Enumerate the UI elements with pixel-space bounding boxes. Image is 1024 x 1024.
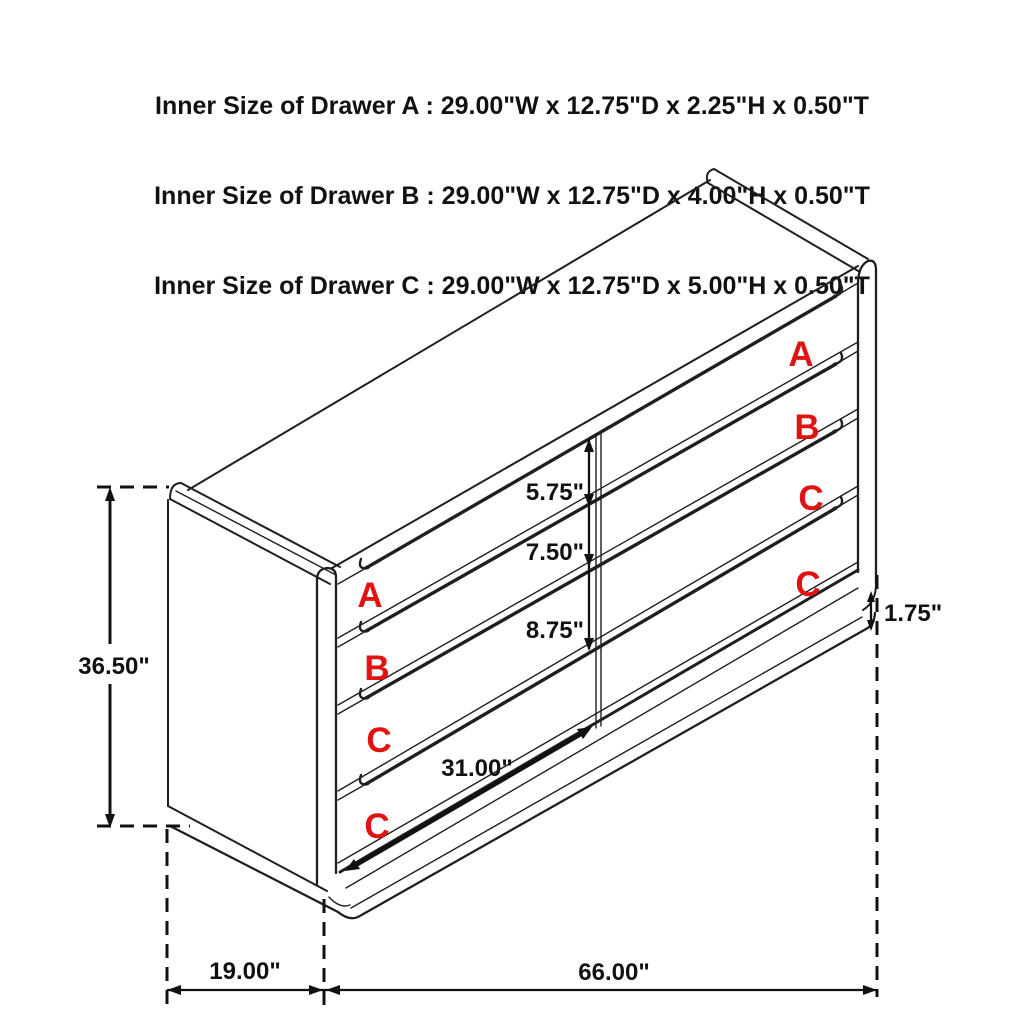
overall-width-label: 66.00"	[578, 959, 650, 986]
drawer-label-left-c1: C	[366, 721, 392, 760]
side-depth-label: 19.00"	[209, 958, 281, 985]
dimension-lines	[97, 439, 877, 1005]
base-top-line	[346, 588, 858, 888]
drawer-width-label: 31.00"	[441, 755, 513, 782]
seg-top-label: 5.75"	[525, 479, 584, 506]
drawer-label-right-c1: C	[798, 479, 824, 518]
arrow-right-icon	[309, 985, 323, 995]
center-divider	[596, 434, 601, 728]
header-line-drawer-b: Inner Size of Drawer B : 29.00"W x 12.75"D x 4.00"H x 0.50"T	[154, 182, 870, 210]
arrow-left-icon	[326, 985, 340, 995]
gap-line-4	[338, 562, 858, 863]
seg-bottom-label: 8.75"	[525, 617, 584, 644]
drawer-division-lines	[338, 283, 858, 872]
drawer-label-left-c2: C	[364, 807, 390, 846]
base-mid-line	[351, 617, 862, 908]
drawer-label-right-a: A	[788, 335, 814, 374]
right-top-strip-inner	[708, 183, 860, 272]
arrow-right-icon	[863, 985, 877, 995]
base-left-corner-arc	[329, 897, 350, 906]
arrow-up-icon	[105, 487, 115, 501]
top-front-edge	[332, 266, 858, 568]
top-back-edge	[188, 180, 710, 490]
gap-line-1	[338, 342, 858, 638]
right-top-strip-outer	[714, 169, 868, 259]
arrow-left-icon	[167, 985, 181, 995]
header-line-drawer-c: Inner Size of Drawer C : 29.00"W x 12.75"D x 5.00"H x 0.50"T	[154, 272, 870, 300]
right-corner-post	[858, 261, 876, 584]
left-panel-bottom-edge	[168, 806, 327, 891]
gap-line-3	[338, 486, 858, 791]
dimension-labels	[78, 479, 942, 986]
arrow-down-icon	[867, 620, 875, 631]
drawer-label-left-a: A	[357, 576, 383, 615]
left-corner-post	[317, 568, 336, 884]
left-top-strip-mid	[176, 491, 336, 575]
drawer-label-right-c2: C	[795, 565, 821, 604]
left-top-strip-inner	[170, 499, 330, 584]
handle-notch-icon	[834, 285, 842, 296]
base-height-label: 1.75"	[884, 600, 943, 627]
overall-height-label: 36.50"	[78, 653, 150, 680]
seg-mid-label: 7.50"	[525, 539, 584, 566]
gap-line-2	[338, 409, 858, 705]
drawer-label-right-b: B	[794, 408, 820, 447]
drawer-label-left-b: B	[364, 649, 390, 688]
header-line-drawer-a: Inner Size of Drawer A : 29.00"W x 12.75"D x 2.25"H x 0.50"T	[155, 92, 869, 120]
left-top-strip-outer	[181, 483, 340, 567]
